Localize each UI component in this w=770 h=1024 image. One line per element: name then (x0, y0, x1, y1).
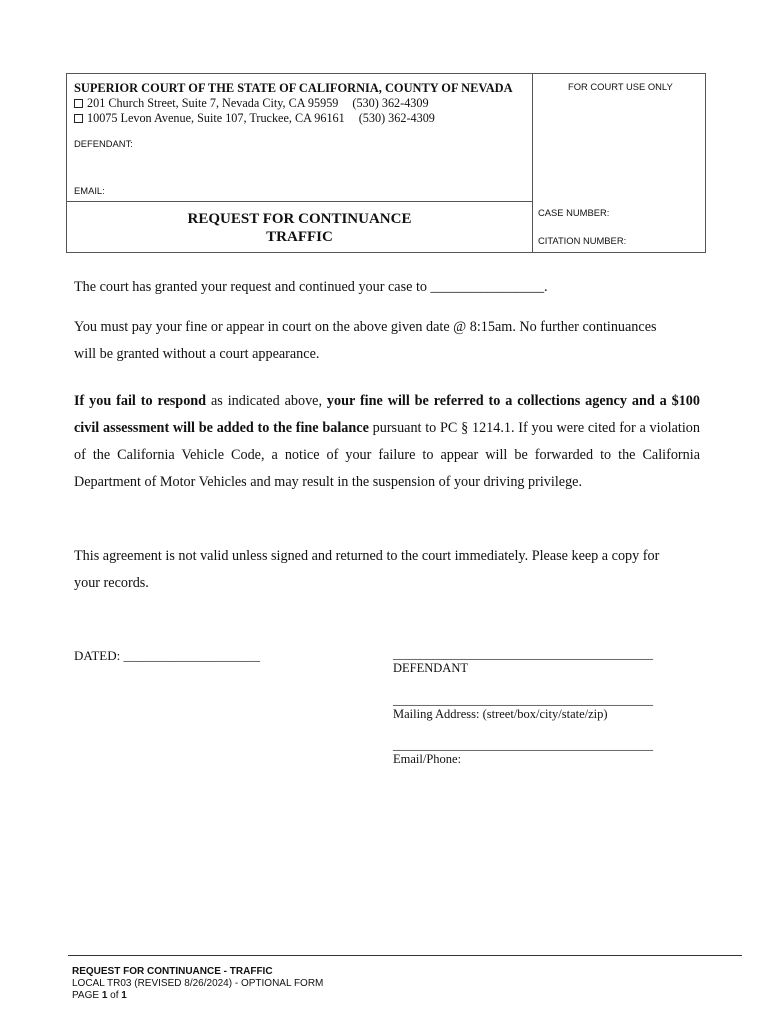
defendant-signature-line[interactable]: ________________________________________ (393, 646, 653, 661)
nevada-city-address-text: 201 Church Street, Suite 7, Nevada City, CA 95959 (87, 96, 339, 110)
truckee-checkbox[interactable] (74, 114, 83, 123)
pay-or-appear-paragraph (74, 314, 700, 368)
truckee-address-text: 10075 Levon Avenue, Suite 107, Truckee, CA 96161 (87, 111, 345, 125)
nevada-city-checkbox[interactable] (74, 99, 83, 108)
page-current: 1 (101, 990, 108, 1001)
form-subtitle: TRAFFIC (266, 229, 333, 245)
agreement-paragraph (74, 543, 700, 597)
court-use-label: FOR COURT USE ONLY (568, 81, 673, 92)
case-number-label: CASE NUMBER: (538, 207, 610, 218)
agreement-line-1: This agreement is not valid unless signed and returned to the court immediately. Please keep a copy for (74, 548, 660, 564)
mailing-address-line[interactable]: ________________________________________ (393, 692, 653, 707)
defendant-signature-label: DEFENDANT (393, 661, 468, 675)
failure-to-respond-paragraph (74, 388, 700, 496)
footer-page-number (72, 990, 127, 1001)
dated-field[interactable]: DATED: _____________________ (74, 648, 260, 663)
email-phone-line[interactable]: ________________________________________ (393, 737, 653, 752)
fail-to-respond-text-2: pursuant to PC § 1214.1. If you were cited for a violation of the California Vehicle Code, a notice of your failure to appear will be forwarded to the California Department of Motor Vehicles and may result in the suspension of your driving privilege. (74, 420, 700, 490)
court-info-cell (67, 74, 533, 202)
continuance-granted-paragraph: The court has granted your request and continued your case to ________________. (74, 279, 548, 295)
page-total: 1 (121, 990, 127, 1001)
truckee-address (74, 111, 435, 126)
email-phone-label: Email/Phone: (393, 752, 462, 766)
collections-warning-bold: your fine will be referred to a collections agency and a $100 civil assessment will be added to the fine balance (74, 393, 700, 436)
case-number-cell (533, 202, 705, 252)
court-use-cell (533, 74, 705, 202)
nevada-city-phone: (530) 362-4309 (352, 96, 429, 110)
fail-to-respond-text-1: as indicated above, (206, 393, 327, 409)
fail-to-respond-bold: If you fail to respond (74, 393, 207, 409)
nevada-city-address (74, 96, 429, 111)
page-prefix: PAGE (72, 990, 102, 1001)
defendant-field-label: DEFENDANT: (74, 138, 133, 149)
court-title: SUPERIOR COURT OF THE STATE OF CALIFORNIA, COUNTY OF NEVADA (74, 81, 513, 95)
caption-box (66, 73, 706, 253)
pay-or-appear-line-1: You must pay your fine or appear in court on the above given date @ 8:15am. No further continuances (74, 319, 657, 335)
citation-number-label: CITATION NUMBER: (538, 235, 627, 246)
footer-form-revision: LOCAL TR03 (REVISED 8/26/2024) - OPTIONAL FORM (72, 978, 324, 989)
footer-divider (68, 955, 742, 956)
pay-or-appear-line-2: will be granted without a court appearance. (74, 346, 320, 362)
email-field-label: EMAIL: (74, 185, 105, 196)
form-title: REQUEST FOR CONTINUANCE (187, 211, 412, 227)
agreement-line-2: your records. (74, 575, 149, 591)
page-of: of (107, 990, 122, 1001)
footer-form-title: REQUEST FOR CONTINUANCE - TRAFFIC (72, 966, 273, 977)
mailing-address-label: Mailing Address: (street/box/city/state/zip) (393, 707, 608, 721)
form-title-cell (67, 202, 533, 252)
truckee-phone: (530) 362-4309 (358, 111, 435, 125)
